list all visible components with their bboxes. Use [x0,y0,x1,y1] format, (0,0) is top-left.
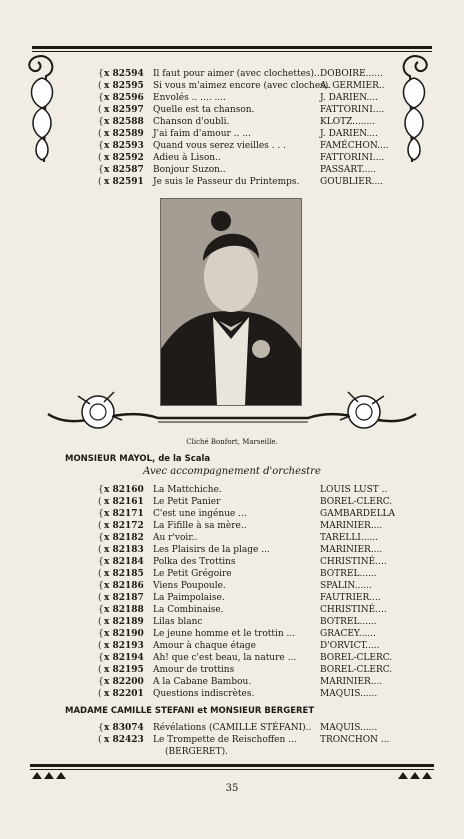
list-item: ( x 82592 Adieu à Lison.. FATTORINI.... [98,153,385,163]
list-item: { x 82594 Il faut pour aimer (avec clochettes).. DOBOIRE...... [98,69,383,79]
list-item: { x 82194 Ah! que c'est beau, la nature ... BOREL-CLERC. [98,653,393,663]
bottom-border-thin-line [30,769,434,770]
list-item: { x 82186 Viens Poupoule. SPALIN...... [98,581,372,591]
list-item: ( x 82183 Les Plaisirs de la plage ... MARINIER.... [98,545,383,555]
photo-caption: Cliché Bonfort, Marseille. [186,438,278,446]
list-item: ( x 82589 J'ai faim d'amour .. ... J. DARIEN.... [98,129,378,139]
section-heading-stefani: MADAME CAMILLE STEFANI et MONSIEUR BERGERET [65,706,315,716]
top-border-thin-line [32,51,432,52]
list-item: { x 82588 Chanson d'oubli. KLOTZ........ [98,117,376,127]
list-item: ( x 82193 Amour à chaque étage D'ORVICT..... [98,641,380,651]
section-subtitle: Avec accompagnement d'orchestre [143,466,321,477]
bottom-left-ornament-icon [32,770,66,780]
list-item: { x 82593 Quand vous serez vieilles . . . FAMÉCHON.... [98,141,389,151]
list-item: ( x 82597 Quelle est ta chanson. FATTORINI.... [98,105,385,115]
list-item: ( x 82185 Le Petit Grégoire BOTREL...... [98,569,377,579]
list-item: ( x 82595 Si vous m'aimez encore (avec cloches). A. GERMIER.. [98,81,385,91]
bottom-right-ornament-icon [398,770,432,780]
list-item: ( x 82423 Le Trompette de Reischoffen ... TRONCHON ... [98,735,390,745]
list-item: ( x 82187 La Paimpolaise. FAUTRIER.... [98,593,381,603]
list-item: { x 82171 C'est une ingénue ... GAMBARDELLA [98,509,396,519]
page-number: 35 [225,783,239,794]
rose-ornament-icon [38,374,426,444]
list-item: ( x 82172 La Fifille à sa mère.. MARINIER.... [98,521,383,531]
list-item: ( x 82189 Lilas blanc BOTREL...... [98,617,377,627]
list-item: { x 82182 Au r'voir.. TARELLI...... [98,533,379,543]
list-item: { x 82596 Envolés .. .... .... J. DARIEN.... [98,93,378,103]
list-item: ( x 82591 Je suis le Passeur du Printemps. GOUBLIER.... [98,177,384,187]
list-item: { x 82200 A la Cabane Bambou. MARINIER.... [98,677,383,687]
list-item: ( x 82195 Amour de trottins BOREL-CLERC. [98,665,393,675]
section-heading-mayol: MONSIEUR MAYOL, de la Scala [65,454,211,464]
list-item: (BERGERET). [165,747,228,757]
bottom-border-line [30,764,434,767]
list-item: { x 82188 La Combinaise. CHRISTINÉ.... [98,605,387,615]
top-border-line [32,46,432,49]
list-item: { x 82184 Polka des Trottins CHRISTINÉ.... [98,557,387,567]
list-item: ( x 82161 Le Petit Panier BOREL-CLERC. [98,497,393,507]
list-item: { x 83074 Révélations (CAMILLE STÉFANI).. MAQUIS...... [98,723,378,733]
list-item: { x 82160 La Mattchiche. LOUIS LUST .. [98,485,388,495]
list-item: { x 82587 Bonjour Suzon.. PASSART..... [98,165,377,175]
list-item: ( x 82201 Questions indiscrètes. MAQUIS...... [98,689,378,699]
list-item: { x 82190 Le jeune homme et le trottin ... GRACEY...... [98,629,376,639]
